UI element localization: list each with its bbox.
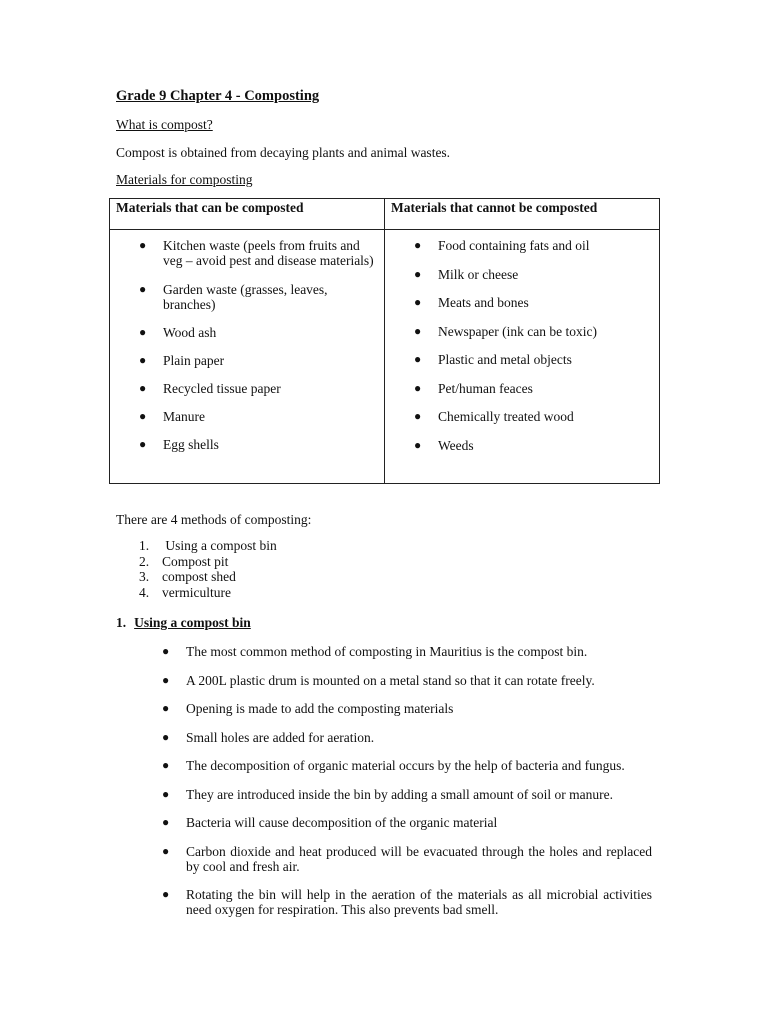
bullet-point [162,673,652,688]
methods-list [139,538,277,600]
list-item [414,266,653,282]
list-item-text: Chemically treated wood [438,409,574,424]
bullet-point-text: Rotating the bin will help in the aeration of the materials as all microbial activities need oxygen for respiration. This also prevents bad smell. [186,887,652,917]
methods-intro: There are 4 methods of composting: [116,512,312,527]
bullet-point [162,815,652,830]
bullet-icon: ● [162,672,170,687]
bullet-icon: ● [139,353,147,367]
list-item-text: Wood ash [163,325,217,340]
list-item-text: Food containing fats and oil [438,238,590,253]
list-item [139,381,378,396]
compostable-list [110,230,378,452]
bullet-icon: ● [139,437,147,451]
bullet-icon: ● [414,295,422,309]
col1-cell [110,230,385,484]
bullet-point-text: Small holes are added for aeration. [186,729,375,745]
bullet-icon: ● [414,409,422,423]
bullet-icon: ● [162,887,170,901]
list-item [139,325,378,340]
list-item [139,238,378,268]
list-item-text: Garden waste (grasses, leaves, branches) [163,282,328,312]
list-item [139,353,378,368]
list-item-text: Newspaper (ink can be toxic) [438,323,597,339]
bullet-point-text: Opening is made to add the composting materials [186,701,454,716]
list-item-text: Kitchen waste (peels from fruits and veg – avoid pest and disease materials) [163,238,374,268]
list-item [414,437,653,453]
table-body-row [110,230,660,484]
bullet-icon: ● [414,437,422,452]
list-item-text: Manure [163,409,205,424]
materials-heading: Materials for composting [116,172,253,187]
bullet-point-text: They are introduced inside the bin by adding a small amount of soil or manure. [186,786,614,802]
list-item-text: Meats and bones [438,295,529,310]
bullet-icon: ● [162,644,170,658]
section-number: 1. [116,615,127,630]
bullet-point [162,758,652,773]
list-item [414,380,653,396]
method-text: Compost pit [162,553,229,569]
list-item [414,409,653,424]
list-item [414,352,653,367]
bullet-icon: ● [162,843,170,858]
section-heading [116,615,251,631]
list-item-text: Pet/human feaces [438,380,533,396]
bullet-point-text: Carbon dioxide and heat produced will be evacuated through the holes and replaced by cool and fresh air. [186,843,652,874]
bullet-icon: ● [139,282,147,296]
method-item [139,585,277,601]
list-item [414,238,653,253]
bullet-point-text: The most common method of composting in Mauritius is the compost bin. [186,644,588,659]
col2-header: Materials that cannot be composted [385,199,660,230]
section-title: Using a compost bin [134,615,251,630]
bullet-icon: ● [139,238,147,252]
col2-cell [385,230,660,484]
list-item-text: Milk or cheese [438,266,519,282]
bullet-icon: ● [162,815,170,829]
bullet-point-text: The decomposition of organic material occurs by the help of bacteria and fungus. [186,758,625,773]
list-item [139,282,378,312]
bullet-icon: ● [162,701,170,715]
what-is-heading: What is compost? [116,117,213,132]
bullet-point [162,701,652,716]
list-item [414,323,653,339]
list-item-text: Weeds [438,437,474,453]
method-item [139,554,277,570]
bullet-icon: ● [414,323,422,338]
method-item [139,569,277,585]
bullet-icon: ● [414,380,422,395]
bullet-icon: ● [162,786,170,801]
list-item-text: Egg shells [163,437,219,452]
bullet-icon: ● [414,352,422,366]
bullet-icon: ● [414,238,422,252]
materials-table [109,198,660,484]
bullet-icon: ● [162,729,170,744]
bullet-icon: ● [139,325,147,339]
method-number: 3. [139,569,150,584]
list-item-text: Recycled tissue paper [163,381,281,396]
method-item [139,538,277,554]
bullet-point [162,887,652,917]
page-title: Grade 9 Chapter 4 - Composting [116,88,320,104]
bullet-point [162,844,652,874]
method-text: Using a compost bin [162,538,277,553]
list-item-text: Plain paper [163,353,225,368]
method-text: vermiculture [162,584,231,600]
non-compostable-list [385,230,653,453]
method-number: 2. [139,553,150,569]
col1-header: Materials that can be composted [110,199,385,230]
compost-bin-points [162,644,652,917]
method-text: compost shed [162,569,236,584]
list-item [414,295,653,310]
bullet-point-text: A 200L plastic drum is mounted on a metal stand so that it can rotate freely. [186,672,595,688]
bullet-point [162,787,652,802]
bullet-point [162,644,652,659]
method-number: 1. [139,538,150,553]
what-is-text: Compost is obtained from decaying plants and animal wastes. [116,145,451,160]
bullet-point [162,730,652,745]
bullet-icon: ● [139,381,147,395]
list-item [139,437,378,452]
bullet-icon: ● [139,409,147,423]
bullet-point-text: Bacteria will cause decomposition of the organic material [186,815,498,830]
table-header-row [110,199,660,230]
method-number: 4. [139,584,150,600]
list-item [139,409,378,424]
list-item-text: Plastic and metal objects [438,352,572,367]
bullet-icon: ● [162,758,170,772]
bullet-icon: ● [414,266,422,281]
